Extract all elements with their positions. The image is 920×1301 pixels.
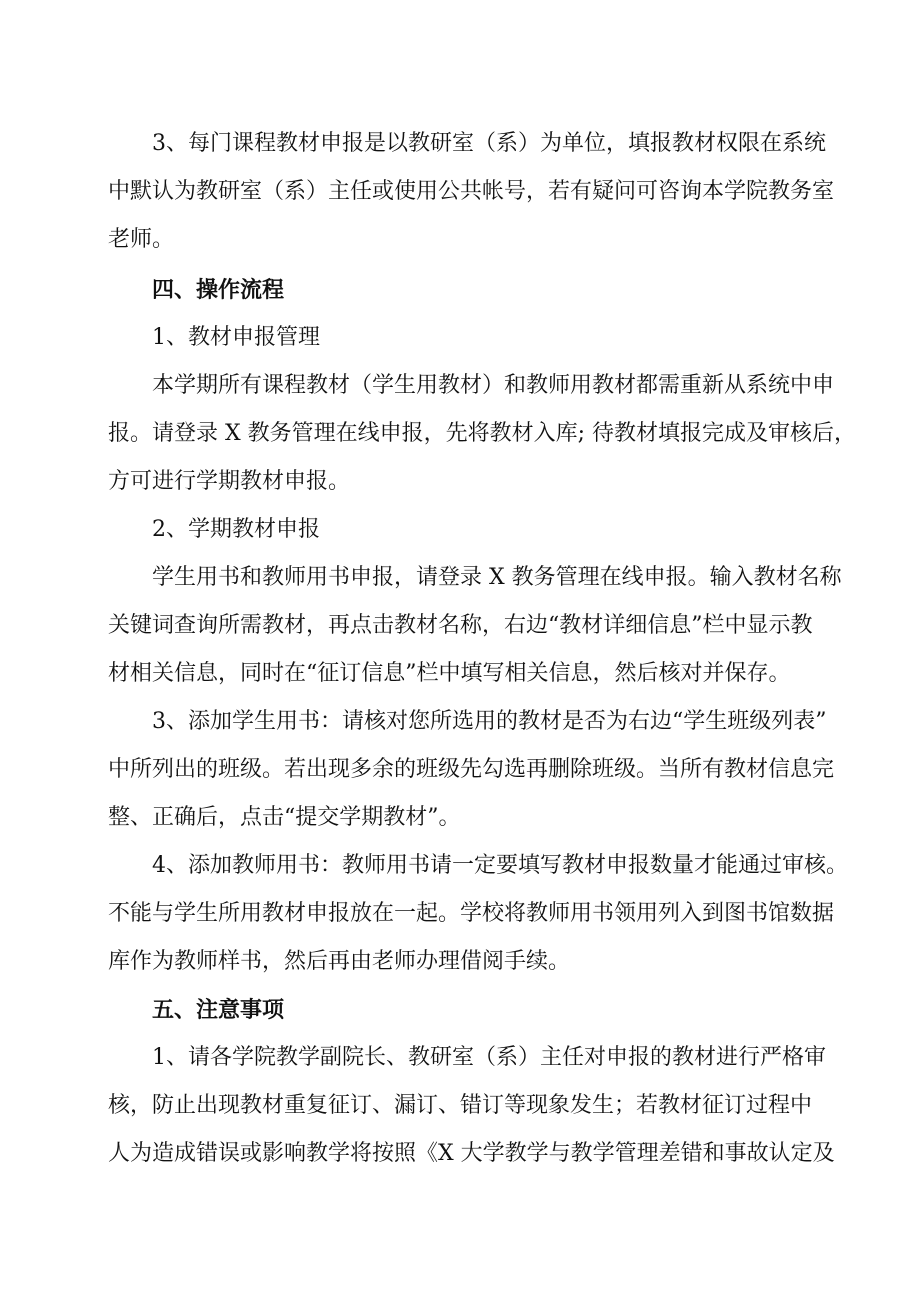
paragraph-review-requirements (108, 1034, 835, 1178)
text-line: 人为造成错误或影响教学将按照《X 大学教学与教学管理差错和事故认定及 (108, 1141, 835, 1166)
paragraph-add-teacher-books (108, 842, 848, 986)
text-line: 1、教材申报管理 (152, 325, 320, 350)
heading-text: 四、操作流程 (152, 277, 285, 303)
text-line: 报。请登录 X 教务管理在线申报，先将教材入库; 待教材填报完成及审核后， (108, 421, 857, 446)
paragraph-declaration-detail (108, 554, 842, 698)
text-line: 不能与学生所用教材申报放在一起。学校将教师用书领用列入到图书馆数据 (108, 901, 835, 926)
text-line: 4、添加教师用书：教师用书请一定要填写教材申报数量才能通过审核。 (152, 853, 848, 878)
text-line: 中所列出的班级。若出现多余的班级先勾选再删除班级。当所有教材信息完 (108, 757, 835, 782)
subheading-textbook-management (108, 314, 828, 362)
text-line: 本学期所有课程教材（学生用教材）和教师用教材都需重新从系统中申 (152, 373, 835, 398)
text-line: 2、学期教材申报 (152, 517, 320, 542)
paragraph-textbook-unit (108, 120, 835, 264)
paragraph-add-student-books (108, 698, 835, 842)
paragraph-management-detail (108, 362, 857, 506)
text-line: 整、正确后，点击“提交学期教材”。 (108, 805, 461, 830)
text-line: 库作为教师样书，然后再由老师办理借阅手续。 (108, 949, 571, 974)
section-heading-operation-flow (108, 266, 828, 314)
text-line: 1、请各学院教学副院长、教研室（系）主任对申报的教材进行严格审 (152, 1045, 826, 1070)
text-line: 学生用书和教师用书申报，请登录 X 教务管理在线申报。输入教材名称 (152, 565, 842, 590)
text-line: 老师。 (108, 227, 175, 252)
text-line: 方可进行学期教材申报。 (108, 469, 351, 494)
text-line: 中默认为教研室（系）主任或使用公共帐号，若有疑问可咨询本学院教务室 (108, 179, 835, 204)
subheading-semester-declaration (108, 506, 828, 554)
section-heading-notes (108, 986, 828, 1034)
text-line: 材相关信息，同时在“征订信息”栏中填写相关信息，然后核对并保存。 (108, 661, 791, 686)
heading-text: 五、注意事项 (152, 997, 285, 1023)
text-line: 关键词查询所需教材，再点击教材名称，右边“教材详细信息”栏中显示教 (108, 613, 813, 638)
text-line: 核，防止出现教材重复征订、漏订、错订等现象发生；若教材征订过程中 (108, 1093, 813, 1118)
text-line: 3、添加学生用书：请核对您所选用的教材是否为右边“学生班级列表” (152, 709, 827, 734)
text-line: 3、每门课程教材申报是以教研室（系）为单位，填报教材权限在系统 (152, 131, 826, 156)
